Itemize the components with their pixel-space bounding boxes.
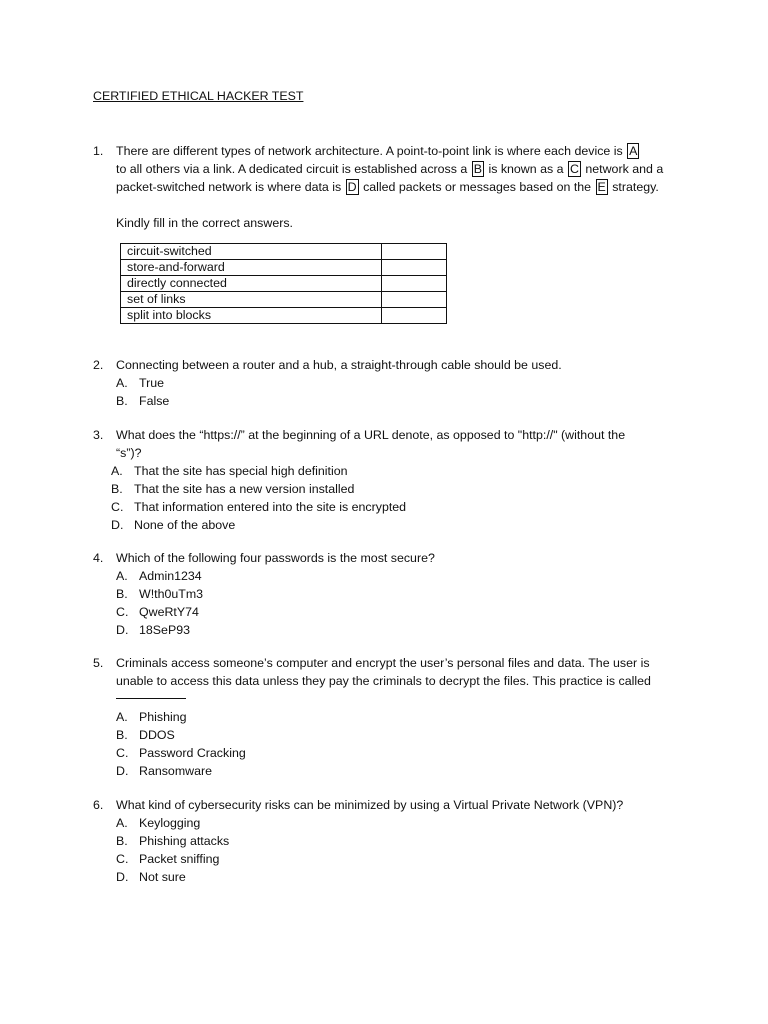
question-text: Criminals access someone’s computer and encrypt the user’s personal files and data. The user is (116, 656, 650, 670)
option-d[interactable]: D. 18SeP93 (116, 623, 190, 637)
table-cell-label: set of links (121, 292, 382, 308)
question-text: unable to access this data unless they pay the criminals to decrypt the files. This practice is called (116, 674, 651, 688)
question-text: What kind of cybersecurity risks can be minimized by using a Virtual Private Network (VPN)? (116, 798, 624, 812)
blank-box-b[interactable]: B (473, 162, 482, 176)
question-number: 2. (93, 358, 104, 372)
option-d[interactable]: D. Ransomware (116, 764, 212, 778)
question-number: 4. (93, 551, 104, 565)
question-text: “s”)? (116, 446, 142, 460)
option-c[interactable]: C. Packet sniffing (116, 852, 220, 866)
option-c[interactable]: C. That information entered into the site is encrypted (111, 500, 407, 514)
table-row (121, 276, 447, 292)
question-text: There are different types of network architecture. A point-to-point link is where each device is A (116, 144, 638, 158)
table-cell-answer[interactable] (382, 260, 447, 276)
question-1 (93, 142, 693, 232)
answer-blank-line[interactable] (116, 686, 186, 699)
table-cell-label: split into blocks (121, 308, 382, 324)
option-b[interactable]: B. That the site has a new version installed (111, 482, 355, 496)
option-a[interactable]: A. That the site has special high definition (111, 464, 348, 478)
question-text: packet-switched network is where data is D called packets or messages based on the E strategy. (116, 180, 659, 194)
table-cell-answer[interactable] (382, 308, 447, 324)
table-cell-label: store-and-forward (121, 260, 382, 276)
option-b[interactable]: B. DDOS (116, 728, 175, 742)
option-b[interactable]: B. False (116, 394, 170, 408)
table-cell-label: circuit-switched (121, 244, 382, 260)
question-number: 1. (93, 144, 104, 158)
table-row (121, 308, 447, 324)
option-a[interactable]: A. True (116, 376, 165, 390)
table-row (121, 292, 447, 308)
option-a[interactable]: A. Phishing (116, 710, 187, 724)
table-cell-label: directly connected (121, 276, 382, 292)
blank-box-a[interactable]: A (629, 144, 638, 158)
question-5 (93, 654, 693, 780)
blank-box-e[interactable]: E (597, 180, 606, 194)
question-number: 5. (93, 656, 104, 670)
blank-box-c[interactable]: C (569, 162, 579, 176)
question-text: to all others via a link. A dedicated circuit is established across a B is known as a C network and a (116, 162, 664, 176)
option-a[interactable]: A. Admin1234 (116, 569, 202, 583)
question-number: 3. (93, 428, 104, 442)
question-number: 6. (93, 798, 104, 812)
table-row (121, 244, 447, 260)
option-c[interactable]: C. QweRtY74 (116, 605, 199, 619)
question-2 (93, 356, 693, 410)
instruction-text: Kindly fill in the correct answers. (116, 216, 293, 230)
option-b[interactable]: B. W!th0uTm3 (116, 587, 204, 601)
option-b[interactable]: B. Phishing attacks (116, 834, 230, 848)
option-c[interactable]: C. Password Cracking (116, 746, 246, 760)
table-cell-answer[interactable] (382, 292, 447, 308)
table-cell-answer[interactable] (382, 276, 447, 292)
option-a[interactable]: A. Keylogging (116, 816, 201, 830)
question-text: Which of the following four passwords is the most secure? (116, 551, 435, 565)
option-d[interactable]: D. Not sure (116, 870, 186, 884)
answer-table (120, 243, 447, 324)
question-4 (93, 549, 693, 639)
question-text: What does the “https://” at the beginning of a URL denote, as opposed to "http://" (without the (116, 428, 626, 442)
table-row (121, 260, 447, 276)
question-text: Connecting between a router and a hub, a straight-through cable should be used. (116, 358, 562, 372)
question-6 (93, 796, 693, 886)
page-title: CERTIFIED ETHICAL HACKER TEST (93, 89, 304, 103)
blank-box-d[interactable]: D (347, 180, 357, 194)
option-d[interactable]: D. None of the above (111, 518, 236, 532)
question-3 (93, 426, 693, 534)
table-cell-answer[interactable] (382, 244, 447, 260)
